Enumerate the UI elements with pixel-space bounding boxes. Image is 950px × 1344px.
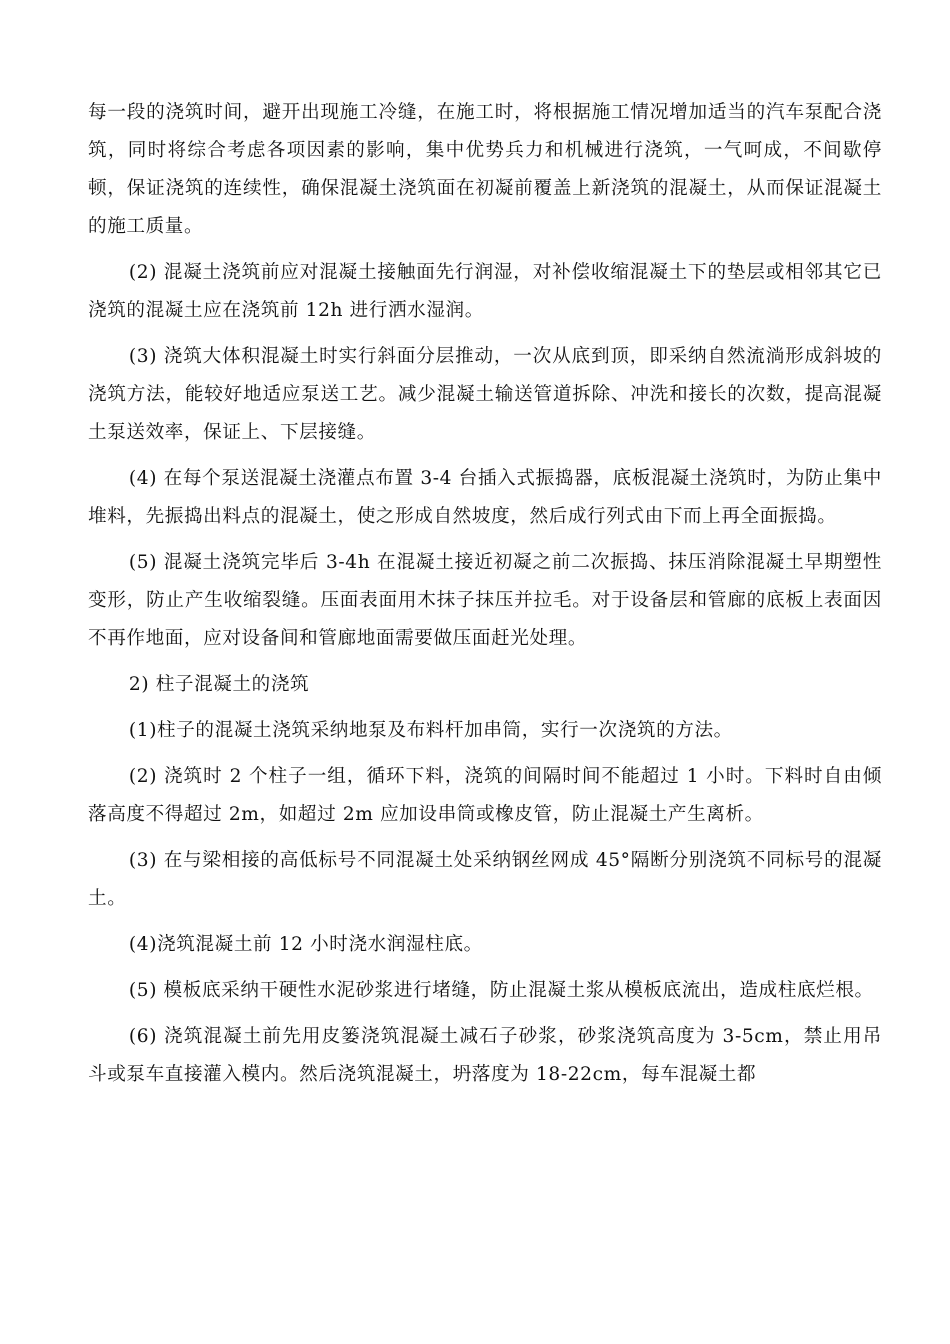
paragraph-9: (3) 在与梁相接的高低标号不同混凝土处采纳钢丝网成 45°隔断分别浇筑不同标号的混凝土。 <box>88 850 882 909</box>
paragraph-1: 每一段的浇筑时间，避开出现施工冷缝，在施工时，将根据施工情况增加适当的汽车泵配合浇筑，同时将综合考虑各项因素的影响，集中优势兵力和机械进行浇筑，一气呵成，不间歇停顿，保证浇筑的连续性，确保混凝土浇筑面在初凝前覆盖上新浇筑的混凝土，从而保证混凝土的施工质量。 <box>88 102 882 237</box>
paragraph-12: (6) 浇筑混凝土前先用皮篓浇筑混凝土减石子砂浆，砂浆浇筑高度为 3-5cm，禁止用吊斗或泵车直接灌入模内。然后浇筑混凝土，坍落度为 18-22cm，每车混凝土都 <box>88 1026 882 1085</box>
paragraph-5: (5) 混凝土浇筑完毕后 3-4h 在混凝土接近初凝之前二次振捣、抹压消除混凝土早期塑性变形，防止产生收缩裂缝。压面表面用木抹子抹压并拉毛。对于设备层和管廊的底板上表面因不再作地面，应对设备间和管廊地面需要做压面赶光处理。 <box>88 552 882 649</box>
paragraph-8: (2) 浇筑时 2 个柱子一组，循环下料，浇筑的间隔时间不能超过 1 小时。下料时自由倾落高度不得超过 2m，如超过 2m 应加设串筒或橡皮管，防止混凝土产生离析。 <box>88 766 882 825</box>
section-heading-column-pouring: 2) 柱子混凝土的浇筑 <box>128 674 310 695</box>
document-page <box>88 94 882 1102</box>
paragraph-3: (3) 浇筑大体积混凝土时实行斜面分层推动，一次从底到顶，即采纳自然流淌形成斜坡的浇筑方法，能较好地适应泵送工艺。减少混凝土输送管道拆除、冲洗和接长的次数，提高混凝土泵送效率，保证上、下层接缝。 <box>88 346 882 443</box>
paragraph-10: (4)浇筑混凝土前 12 小时浇水润湿柱底。 <box>128 934 483 955</box>
paragraph-11: (5) 模板底采纳干硬性水泥砂浆进行堵缝，防止混凝土浆从模板底流出，造成柱底烂根。 <box>128 980 874 1001</box>
paragraph-4: (4) 在每个泵送混凝土浇灌点布置 3-4 台插入式振捣器，底板混凝土浇筑时，为防止集中堆料，先振捣出料点的混凝土，使之形成自然坡度，然后成行列式由下而上再全面振捣。 <box>88 468 882 527</box>
paragraph-2: (2) 混凝土浇筑前应对混凝土接触面先行润湿，对补偿收缩混凝土下的垫层或相邻其它已浇筑的混凝土应在浇筑前 12h 进行洒水湿润。 <box>88 262 882 321</box>
paragraph-7: (1)柱子的混凝土浇筑采纳地泵及布料杆加串筒，实行一次浇筑的方法。 <box>128 720 733 741</box>
